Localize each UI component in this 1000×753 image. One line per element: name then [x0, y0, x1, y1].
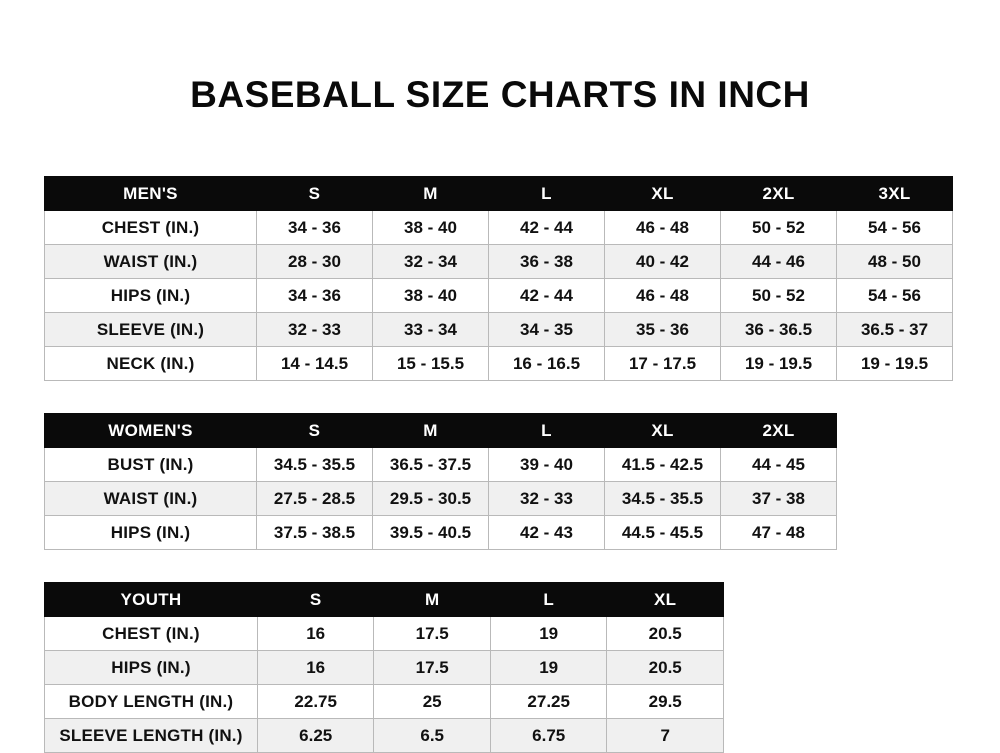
table-row — [45, 617, 724, 651]
row-label: WAIST (IN.) — [45, 482, 257, 516]
column-header: S — [257, 414, 373, 448]
cell: 39 - 40 — [489, 448, 605, 482]
column-header: L — [490, 583, 607, 617]
cell: 16 — [257, 651, 374, 685]
cell: 54 - 56 — [837, 211, 953, 245]
cell: 14 - 14.5 — [257, 347, 373, 381]
cell: 46 - 48 — [605, 279, 721, 313]
column-header: S — [257, 177, 373, 211]
column-header: YOUTH — [45, 583, 258, 617]
column-header: L — [489, 414, 605, 448]
table-row — [45, 516, 837, 550]
table-row — [45, 448, 837, 482]
cell: 42 - 44 — [489, 279, 605, 313]
page-title: BASEBALL SIZE CHARTS IN INCH — [190, 74, 810, 115]
cell: 32 - 33 — [489, 482, 605, 516]
cell: 50 - 52 — [721, 211, 837, 245]
row-label: CHEST (IN.) — [45, 617, 258, 651]
cell: 41.5 - 42.5 — [605, 448, 721, 482]
table-row — [45, 279, 953, 313]
cell: 39.5 - 40.5 — [373, 516, 489, 550]
table-row — [45, 651, 724, 685]
cell: 50 - 52 — [721, 279, 837, 313]
cell: 37 - 38 — [721, 482, 837, 516]
column-header: M — [373, 414, 489, 448]
cell: 25 — [374, 685, 491, 719]
cell: 17 - 17.5 — [605, 347, 721, 381]
cell: 34.5 - 35.5 — [257, 448, 373, 482]
row-label: HIPS (IN.) — [45, 279, 257, 313]
column-header: XL — [605, 177, 721, 211]
cell: 37.5 - 38.5 — [257, 516, 373, 550]
cell: 32 - 33 — [257, 313, 373, 347]
cell: 44 - 45 — [721, 448, 837, 482]
cell: 34 - 36 — [257, 279, 373, 313]
cell: 34 - 36 — [257, 211, 373, 245]
column-header: 2XL — [721, 414, 837, 448]
cell: 42 - 44 — [489, 211, 605, 245]
cell: 40 - 42 — [605, 245, 721, 279]
table-row — [45, 685, 724, 719]
cell: 36 - 36.5 — [721, 313, 837, 347]
row-label: SLEEVE (IN.) — [45, 313, 257, 347]
cell: 32 - 34 — [373, 245, 489, 279]
cell: 19 - 19.5 — [721, 347, 837, 381]
column-header: MEN'S — [45, 177, 257, 211]
cell: 20.5 — [607, 651, 724, 685]
cell: 33 - 34 — [373, 313, 489, 347]
cell: 27.5 - 28.5 — [257, 482, 373, 516]
table-row — [45, 245, 953, 279]
cell: 36.5 - 37 — [837, 313, 953, 347]
cell: 44 - 46 — [721, 245, 837, 279]
table-row — [45, 313, 953, 347]
cell: 6.75 — [490, 719, 607, 753]
cell: 34.5 - 35.5 — [605, 482, 721, 516]
column-header: 3XL — [837, 177, 953, 211]
cell: 19 — [490, 651, 607, 685]
cell: 29.5 — [607, 685, 724, 719]
column-header: M — [373, 177, 489, 211]
row-label: HIPS (IN.) — [45, 651, 258, 685]
womens-size-table — [44, 413, 837, 550]
column-header: L — [489, 177, 605, 211]
table-header-row — [45, 177, 953, 211]
youth-size-table — [44, 582, 724, 753]
size-tables — [0, 176, 1000, 753]
row-label: BODY LENGTH (IN.) — [45, 685, 258, 719]
cell: 19 — [490, 617, 607, 651]
cell: 6.25 — [257, 719, 374, 753]
row-label: WAIST (IN.) — [45, 245, 257, 279]
cell: 17.5 — [374, 617, 491, 651]
cell: 36.5 - 37.5 — [373, 448, 489, 482]
table-row — [45, 719, 724, 753]
cell: 48 - 50 — [837, 245, 953, 279]
cell: 28 - 30 — [257, 245, 373, 279]
cell: 38 - 40 — [373, 211, 489, 245]
cell: 16 — [257, 617, 374, 651]
column-header: M — [374, 583, 491, 617]
cell: 35 - 36 — [605, 313, 721, 347]
table-row — [45, 347, 953, 381]
cell: 22.75 — [257, 685, 374, 719]
cell: 47 - 48 — [721, 516, 837, 550]
row-label: BUST (IN.) — [45, 448, 257, 482]
table-row — [45, 482, 837, 516]
column-header: 2XL — [721, 177, 837, 211]
table-row — [45, 211, 953, 245]
table-header-row — [45, 583, 724, 617]
row-label: HIPS (IN.) — [45, 516, 257, 550]
table-header-row — [45, 414, 837, 448]
cell: 44.5 - 45.5 — [605, 516, 721, 550]
cell: 36 - 38 — [489, 245, 605, 279]
cell: 46 - 48 — [605, 211, 721, 245]
cell: 6.5 — [374, 719, 491, 753]
cell: 34 - 35 — [489, 313, 605, 347]
cell: 16 - 16.5 — [489, 347, 605, 381]
row-label: NECK (IN.) — [45, 347, 257, 381]
cell: 27.25 — [490, 685, 607, 719]
cell: 7 — [607, 719, 724, 753]
column-header: XL — [605, 414, 721, 448]
row-label: CHEST (IN.) — [45, 211, 257, 245]
cell: 38 - 40 — [373, 279, 489, 313]
mens-size-table — [44, 176, 953, 381]
cell: 42 - 43 — [489, 516, 605, 550]
column-header: S — [257, 583, 374, 617]
cell: 29.5 - 30.5 — [373, 482, 489, 516]
cell: 15 - 15.5 — [373, 347, 489, 381]
cell: 20.5 — [607, 617, 724, 651]
cell: 17.5 — [374, 651, 491, 685]
column-header: WOMEN'S — [45, 414, 257, 448]
cell: 19 - 19.5 — [837, 347, 953, 381]
column-header: XL — [607, 583, 724, 617]
row-label: SLEEVE LENGTH (IN.) — [45, 719, 258, 753]
cell: 54 - 56 — [837, 279, 953, 313]
